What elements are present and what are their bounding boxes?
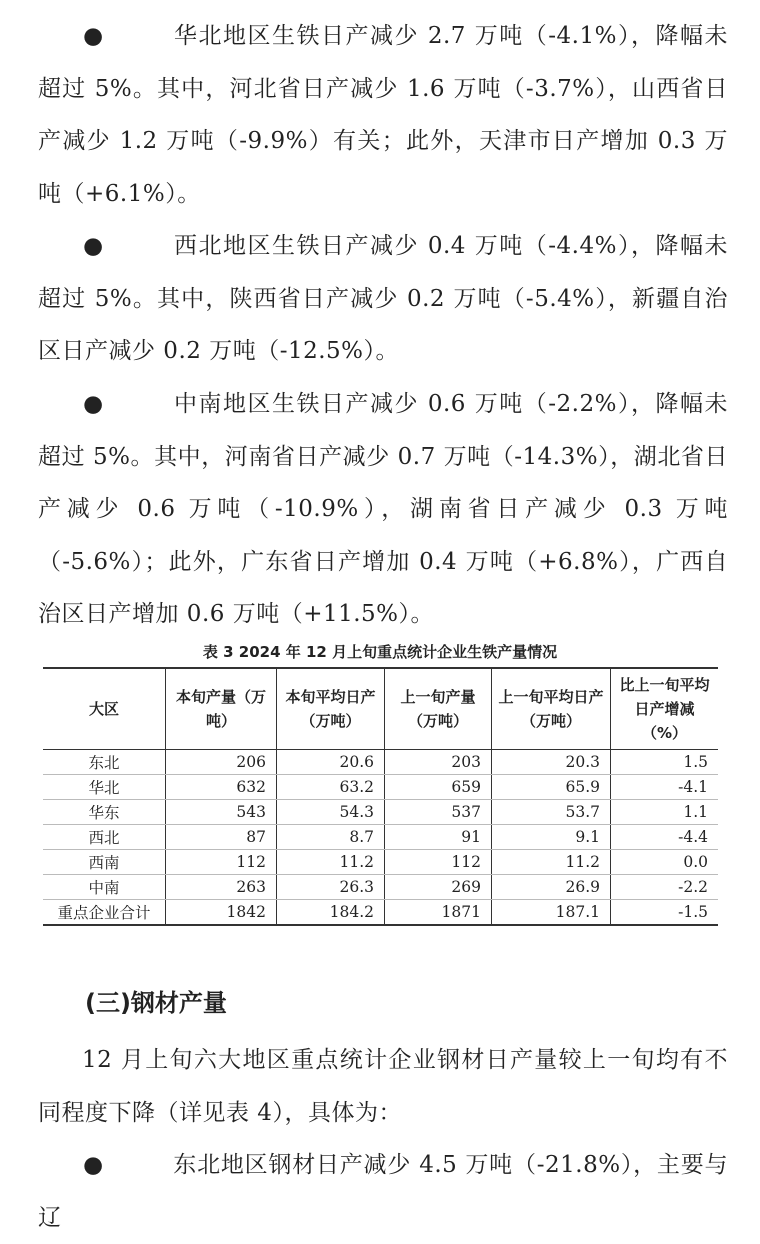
paragraph-text: 中南地区生铁日产减少 0.6 万吨（-2.2%），降幅未超过 5%。其中，河南省日产减少 0.7 万吨（-14.3%），湖北省日产减少 0.6 万吨（-10.9%），湖南省日产减少 0.3 万吨（-5.6%）；此外，广东省日产增加 0.4 万吨（+6.8%），广西自治区日产增加 0.6 万吨（+11.5%）。 xyxy=(38,391,728,627)
table-header-row xyxy=(43,668,718,750)
paragraph-text: 东北地区钢材日产减少 4.5 万吨（-21.8%），主要与辽 xyxy=(38,1152,728,1231)
cell-daily-change: 1.1 xyxy=(611,800,719,825)
cell-current-daily: 54.3 xyxy=(277,800,385,825)
cell-region: 华北 xyxy=(43,775,166,800)
cell-region: 华东 xyxy=(43,800,166,825)
cell-daily-change: -1.5 xyxy=(611,900,719,926)
header-previous-daily: 上一旬平均日产（万吨） xyxy=(492,668,611,750)
cell-region: 重点企业合计 xyxy=(43,900,166,926)
cell-previous-output: 91 xyxy=(385,825,492,850)
cell-daily-change: -4.1 xyxy=(611,775,719,800)
cell-current-daily: 11.2 xyxy=(277,850,385,875)
cell-region: 西北 xyxy=(43,825,166,850)
bullet: ● xyxy=(83,23,104,49)
cell-previous-daily: 20.3 xyxy=(492,750,611,775)
cell-previous-daily: 9.1 xyxy=(492,825,611,850)
cell-previous-output: 269 xyxy=(385,875,492,900)
paragraph-steel-intro xyxy=(38,1034,728,1139)
cell-previous-daily: 187.1 xyxy=(492,900,611,926)
cell-daily-change: -4.4 xyxy=(611,825,719,850)
paragraph-central-south xyxy=(38,378,728,641)
cell-current-daily: 20.6 xyxy=(277,750,385,775)
cell-current-output: 87 xyxy=(166,825,277,850)
bullet: ● xyxy=(83,1152,104,1178)
cell-previous-daily: 65.9 xyxy=(492,775,611,800)
table-row xyxy=(43,825,718,850)
cell-previous-daily: 26.9 xyxy=(492,875,611,900)
bullet: ● xyxy=(83,233,104,259)
table-row xyxy=(43,800,718,825)
table-row xyxy=(43,900,718,926)
paragraph-northeast-steel xyxy=(38,1139,728,1244)
header-current-output: 本旬产量（万吨） xyxy=(166,668,277,750)
cell-current-output: 1842 xyxy=(166,900,277,926)
cell-current-output: 263 xyxy=(166,875,277,900)
cell-current-output: 632 xyxy=(166,775,277,800)
cell-region: 东北 xyxy=(43,750,166,775)
header-daily-change: 比上一旬平均日产增减（%） xyxy=(611,668,719,750)
paragraph-north-china xyxy=(38,10,728,220)
header-previous-output: 上一旬产量（万吨） xyxy=(385,668,492,750)
cell-previous-output: 112 xyxy=(385,850,492,875)
cell-region: 中南 xyxy=(43,875,166,900)
cell-current-daily: 63.2 xyxy=(277,775,385,800)
table-row xyxy=(43,875,718,900)
table-row xyxy=(43,850,718,875)
cell-daily-change: 0.0 xyxy=(611,850,719,875)
cell-current-daily: 26.3 xyxy=(277,875,385,900)
cell-daily-change: 1.5 xyxy=(611,750,719,775)
cell-daily-change: -2.2 xyxy=(611,875,719,900)
paragraph-text: 西北地区生铁日产减少 0.4 万吨（-4.4%），降幅未超过 5%。其中，陕西省日产减少 0.2 万吨（-5.4%），新疆自治区日产减少 0.2 万吨（-12.5%）。 xyxy=(38,233,728,364)
paragraph-northwest xyxy=(38,220,728,378)
cell-current-output: 112 xyxy=(166,850,277,875)
pig-iron-production-table xyxy=(43,667,718,926)
cell-previous-output: 537 xyxy=(385,800,492,825)
cell-current-daily: 8.7 xyxy=(277,825,385,850)
cell-previous-daily: 11.2 xyxy=(492,850,611,875)
cell-previous-daily: 53.7 xyxy=(492,800,611,825)
cell-previous-output: 203 xyxy=(385,750,492,775)
cell-previous-output: 659 xyxy=(385,775,492,800)
cell-current-output: 206 xyxy=(166,750,277,775)
table-row xyxy=(43,775,718,800)
table-row xyxy=(43,750,718,775)
header-region: 大区 xyxy=(43,668,166,750)
section-heading: (三)钢材产量 xyxy=(85,989,227,1017)
cell-region: 西南 xyxy=(43,850,166,875)
header-current-daily: 本旬平均日产（万吨） xyxy=(277,668,385,750)
bullet: ● xyxy=(83,391,104,417)
paragraph-text: 华北地区生铁日产减少 2.7 万吨（-4.1%），降幅未超过 5%。其中，河北省日产减少 1.6 万吨（-3.7%），山西省日产减少 1.2 万吨（-9.9%）有关；此外，天津市日产增加 0.3 万吨（+6.1%）。 xyxy=(38,23,728,207)
paragraph-text: 12 月上旬六大地区重点统计企业钢材日产量较上一旬均有不同程度下降（详见表 4），具体为： xyxy=(38,1047,728,1126)
cell-current-daily: 184.2 xyxy=(277,900,385,926)
cell-current-output: 543 xyxy=(166,800,277,825)
table-caption: 表 3 2024 年 12 月上旬重点统计企业生铁产量情况 xyxy=(202,643,558,661)
cell-previous-output: 1871 xyxy=(385,900,492,926)
